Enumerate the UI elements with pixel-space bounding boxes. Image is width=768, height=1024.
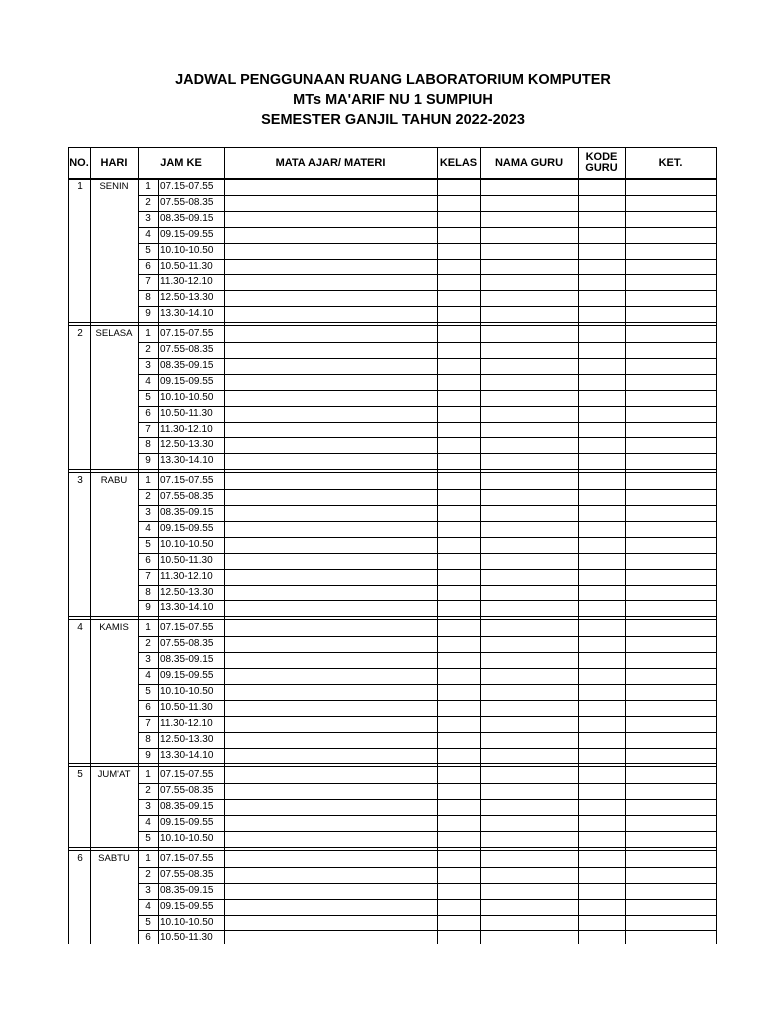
column-divider bbox=[437, 326, 438, 469]
row-border bbox=[138, 867, 717, 868]
slot-time: 07.55-08.35 bbox=[160, 196, 214, 208]
slot-number: 1 bbox=[145, 852, 151, 864]
slot-time: 08.35-09.15 bbox=[160, 801, 214, 813]
header-kode-guru bbox=[578, 147, 625, 179]
slot-number: 4 bbox=[145, 817, 151, 829]
slot-time: 09.15-09.55 bbox=[160, 817, 214, 829]
row-border bbox=[138, 732, 717, 733]
header-column-divider bbox=[716, 147, 717, 179]
slot-time: 11.30-12.10 bbox=[160, 423, 213, 435]
row-border bbox=[138, 489, 717, 490]
day-separator bbox=[68, 322, 717, 323]
row-border bbox=[138, 569, 717, 570]
slot-number: 9 bbox=[145, 602, 151, 614]
slot-number: 2 bbox=[145, 344, 151, 355]
slot-time: 08.35-09.15 bbox=[160, 507, 214, 518]
slot-number: 8 bbox=[145, 586, 151, 598]
column-divider bbox=[625, 179, 626, 322]
header-jam-ke: JAM KE bbox=[160, 157, 202, 169]
slot-number: 3 bbox=[145, 359, 151, 371]
row-border bbox=[138, 716, 717, 717]
row-border bbox=[138, 453, 717, 454]
day-name: RABU bbox=[100, 475, 128, 487]
slot-time: 10.10-10.50 bbox=[160, 833, 214, 844]
slot-number: 5 bbox=[145, 916, 151, 928]
slot-time: 10.10-10.50 bbox=[160, 244, 214, 256]
row-border bbox=[138, 211, 717, 212]
column-divider bbox=[437, 620, 438, 763]
header-nama-guru: NAMA GURU bbox=[494, 157, 564, 169]
slot-number: 8 bbox=[145, 439, 151, 451]
slot-number: 6 bbox=[145, 260, 151, 272]
slot-number: 2 bbox=[145, 491, 151, 503]
column-divider bbox=[578, 179, 579, 322]
slot-time: 07.55-08.35 bbox=[160, 785, 214, 797]
column-divider bbox=[90, 326, 91, 469]
header-column-divider bbox=[68, 147, 69, 179]
column-divider bbox=[224, 326, 225, 469]
slot-number: 8 bbox=[145, 733, 151, 745]
day-number: 1 bbox=[77, 181, 83, 192]
slot-time: 09.15-09.55 bbox=[160, 900, 214, 912]
column-divider bbox=[625, 620, 626, 763]
slot-time: 11.30-12.10 bbox=[160, 717, 213, 729]
row-border bbox=[138, 783, 717, 784]
header-top-border bbox=[68, 147, 717, 148]
column-divider bbox=[90, 851, 91, 944]
column-divider bbox=[480, 473, 481, 616]
row-border bbox=[138, 306, 717, 307]
row-border bbox=[138, 505, 717, 506]
day-number: 2 bbox=[77, 328, 83, 340]
day-separator bbox=[68, 847, 717, 848]
day-separator bbox=[68, 763, 717, 764]
header-column-divider bbox=[90, 147, 91, 179]
header-column-divider bbox=[625, 147, 626, 179]
slot-number: 6 bbox=[145, 701, 151, 713]
slot-time: 08.35-09.15 bbox=[160, 884, 214, 896]
column-divider bbox=[68, 179, 69, 322]
header-ket: KET. bbox=[658, 157, 683, 169]
row-border bbox=[138, 374, 717, 375]
row-border bbox=[138, 930, 717, 931]
row-border bbox=[138, 684, 717, 685]
header-column-divider bbox=[138, 147, 139, 179]
column-divider bbox=[716, 326, 717, 469]
row-border bbox=[138, 700, 717, 701]
day-number: 5 bbox=[77, 769, 83, 781]
row-border bbox=[138, 358, 717, 359]
day-name: SABTU bbox=[98, 852, 130, 864]
slot-number: 7 bbox=[145, 570, 151, 582]
row-border bbox=[138, 585, 717, 586]
slot-time: 13.30-14.10 bbox=[160, 749, 214, 761]
column-divider bbox=[224, 767, 225, 847]
column-divider bbox=[480, 179, 481, 322]
day-number: 3 bbox=[77, 475, 83, 487]
slot-number: 2 bbox=[145, 638, 151, 650]
slot-number: 3 bbox=[145, 654, 151, 666]
column-divider bbox=[437, 473, 438, 616]
slot-number: 9 bbox=[145, 455, 151, 467]
slot-time: 10.50-11.30 bbox=[160, 701, 213, 713]
slot-number: 6 bbox=[145, 554, 151, 566]
slot-time: 07.15-07.55 bbox=[160, 328, 214, 340]
column-divider bbox=[224, 620, 225, 763]
slot-number: 9 bbox=[145, 308, 151, 320]
slot-time: 10.10-10.50 bbox=[160, 538, 214, 550]
slot-time: 13.30-14.10 bbox=[160, 455, 214, 467]
slot-number: 1 bbox=[145, 328, 151, 340]
slot-number: 5 bbox=[145, 391, 151, 403]
column-divider bbox=[68, 851, 69, 944]
row-border bbox=[138, 883, 717, 884]
column-divider bbox=[90, 620, 91, 763]
column-divider bbox=[158, 326, 159, 469]
day-separator bbox=[68, 619, 717, 620]
column-divider bbox=[716, 620, 717, 763]
slot-time: 13.30-14.10 bbox=[160, 602, 214, 614]
header-column-divider bbox=[480, 147, 481, 179]
slot-number: 3 bbox=[145, 884, 151, 896]
slot-time: 12.50-13.30 bbox=[160, 292, 214, 304]
column-divider bbox=[578, 620, 579, 763]
row-border bbox=[138, 553, 717, 554]
day-number: 4 bbox=[77, 622, 83, 634]
column-divider bbox=[90, 179, 91, 322]
slot-number: 3 bbox=[145, 801, 151, 813]
slot-number: 6 bbox=[145, 932, 151, 944]
slot-number: 8 bbox=[145, 292, 151, 304]
row-border bbox=[138, 600, 717, 601]
row-border bbox=[138, 437, 717, 438]
slot-time: 07.15-07.55 bbox=[160, 181, 214, 192]
slot-time: 08.35-09.15 bbox=[160, 359, 214, 371]
slot-number: 3 bbox=[145, 212, 151, 224]
row-border bbox=[138, 799, 717, 800]
slot-time: 09.15-09.55 bbox=[160, 522, 214, 534]
row-border bbox=[138, 390, 717, 391]
row-border bbox=[138, 195, 717, 196]
column-divider bbox=[158, 179, 159, 322]
day-separator bbox=[68, 469, 717, 470]
column-divider bbox=[480, 767, 481, 847]
slot-time: 07.15-07.55 bbox=[160, 769, 214, 781]
day-separator bbox=[68, 766, 717, 767]
row-border bbox=[138, 636, 717, 637]
slot-number: 7 bbox=[145, 717, 151, 729]
column-divider bbox=[158, 620, 159, 763]
day-name: JUM'AT bbox=[97, 769, 131, 781]
slot-number: 7 bbox=[145, 276, 151, 288]
slot-number: 2 bbox=[145, 785, 151, 797]
slot-number: 5 bbox=[145, 244, 151, 256]
slot-number: 4 bbox=[145, 900, 151, 912]
slot-number: 6 bbox=[145, 407, 151, 419]
slot-time: 11.30-12.10 bbox=[160, 276, 213, 288]
row-border bbox=[138, 274, 717, 275]
slot-time: 10.50-11.30 bbox=[160, 407, 213, 419]
column-divider bbox=[578, 767, 579, 847]
column-divider bbox=[716, 767, 717, 847]
day-separator bbox=[68, 472, 717, 473]
column-divider bbox=[90, 473, 91, 616]
day-separator bbox=[68, 616, 717, 617]
column-divider bbox=[625, 326, 626, 469]
day-separator bbox=[68, 850, 717, 851]
slot-time: 07.15-07.55 bbox=[160, 622, 214, 634]
slot-time: 10.10-10.50 bbox=[160, 391, 214, 403]
slot-number: 4 bbox=[145, 228, 151, 240]
row-border bbox=[138, 815, 717, 816]
column-divider bbox=[437, 179, 438, 322]
header-column-divider bbox=[578, 147, 579, 179]
header-hari: HARI bbox=[100, 157, 128, 169]
slot-number: 5 bbox=[145, 833, 151, 844]
slot-time: 12.50-13.30 bbox=[160, 586, 214, 598]
slot-time: 10.50-11.30 bbox=[160, 260, 213, 272]
slot-number: 5 bbox=[145, 685, 151, 697]
row-border bbox=[138, 899, 717, 900]
column-divider bbox=[68, 473, 69, 616]
slot-time: 07.55-08.35 bbox=[160, 344, 214, 355]
slot-time: 07.15-07.55 bbox=[160, 852, 214, 864]
slot-time: 07.55-08.35 bbox=[160, 638, 214, 650]
column-divider bbox=[716, 179, 717, 322]
slot-time: 09.15-09.55 bbox=[160, 670, 214, 681]
title-line-3: SEMESTER GANJIL TAHUN 2022-2023 bbox=[261, 112, 525, 128]
column-divider bbox=[437, 767, 438, 847]
row-border bbox=[138, 243, 717, 244]
column-divider bbox=[625, 767, 626, 847]
header-kode-guru-line-1: KODE bbox=[585, 151, 618, 163]
column-divider bbox=[578, 473, 579, 616]
slot-number: 1 bbox=[145, 475, 151, 487]
slot-time: 07.55-08.35 bbox=[160, 491, 214, 503]
slot-time: 12.50-13.30 bbox=[160, 439, 214, 451]
column-divider bbox=[716, 473, 717, 616]
slot-number: 1 bbox=[145, 769, 151, 781]
row-border bbox=[138, 537, 717, 538]
slot-time: 10.10-10.50 bbox=[160, 916, 214, 928]
day-name: SENIN bbox=[99, 181, 129, 192]
row-border bbox=[138, 831, 717, 832]
row-border bbox=[138, 406, 717, 407]
column-divider bbox=[68, 326, 69, 469]
slot-time: 10.50-11.30 bbox=[160, 554, 213, 566]
header-kode-guru-line-2: GURU bbox=[585, 162, 618, 174]
column-divider bbox=[90, 767, 91, 847]
row-border bbox=[138, 342, 717, 343]
row-border bbox=[138, 652, 717, 653]
slot-number: 4 bbox=[145, 522, 151, 534]
slot-number: 4 bbox=[145, 375, 151, 387]
slot-number: 4 bbox=[145, 670, 151, 681]
row-border bbox=[138, 259, 717, 260]
column-divider bbox=[480, 326, 481, 469]
slot-time: 07.55-08.35 bbox=[160, 868, 214, 880]
row-border bbox=[138, 521, 717, 522]
slot-time: 10.10-10.50 bbox=[160, 685, 214, 697]
row-border bbox=[138, 915, 717, 916]
slot-time: 09.15-09.55 bbox=[160, 375, 214, 387]
title-line-2: MTs MA'ARIF NU 1 SUMPIUH bbox=[293, 92, 493, 108]
row-border bbox=[138, 290, 717, 291]
slot-time: 08.35-09.15 bbox=[160, 654, 214, 666]
day-separator bbox=[68, 325, 717, 326]
slot-number: 1 bbox=[145, 622, 151, 634]
column-divider bbox=[158, 767, 159, 847]
column-divider bbox=[68, 620, 69, 763]
slot-time: 07.15-07.55 bbox=[160, 475, 214, 487]
slot-time: 13.30-14.10 bbox=[160, 308, 214, 320]
day-name: SELASA bbox=[95, 328, 133, 340]
slot-time: 09.15-09.55 bbox=[160, 228, 214, 240]
slot-time: 10.50-11.30 bbox=[160, 932, 213, 944]
header-mata-ajar: MATA AJAR/ MATERI bbox=[275, 157, 386, 169]
row-border bbox=[138, 668, 717, 669]
slot-time: 12.50-13.30 bbox=[160, 733, 214, 745]
slot-number: 2 bbox=[145, 868, 151, 880]
column-divider bbox=[224, 179, 225, 322]
slot-time: 11.30-12.10 bbox=[160, 570, 213, 582]
slot-number: 7 bbox=[145, 423, 151, 435]
header-no: NO. bbox=[69, 157, 89, 169]
column-divider bbox=[578, 326, 579, 469]
header-kelas: KELAS bbox=[439, 157, 478, 169]
column-divider bbox=[480, 620, 481, 763]
column-divider bbox=[68, 767, 69, 847]
slot-number: 5 bbox=[145, 538, 151, 550]
row-border bbox=[138, 227, 717, 228]
slot-time: 08.35-09.15 bbox=[160, 212, 214, 224]
header-column-divider bbox=[224, 147, 225, 179]
row-border bbox=[138, 422, 717, 423]
row-border bbox=[138, 748, 717, 749]
slot-number: 2 bbox=[145, 196, 151, 208]
header-bottom-border bbox=[68, 178, 717, 180]
column-divider bbox=[224, 473, 225, 616]
header-column-divider bbox=[437, 147, 438, 179]
title-line-1: JADWAL PENGGUNAAN RUANG LABORATORIUM KOMPUTER bbox=[175, 72, 611, 88]
slot-number: 1 bbox=[145, 181, 151, 192]
slot-number: 3 bbox=[145, 507, 151, 518]
slot-number: 9 bbox=[145, 749, 151, 761]
column-divider bbox=[625, 473, 626, 616]
day-name: KAMIS bbox=[99, 622, 129, 634]
column-divider bbox=[158, 473, 159, 616]
day-number: 6 bbox=[77, 852, 83, 864]
